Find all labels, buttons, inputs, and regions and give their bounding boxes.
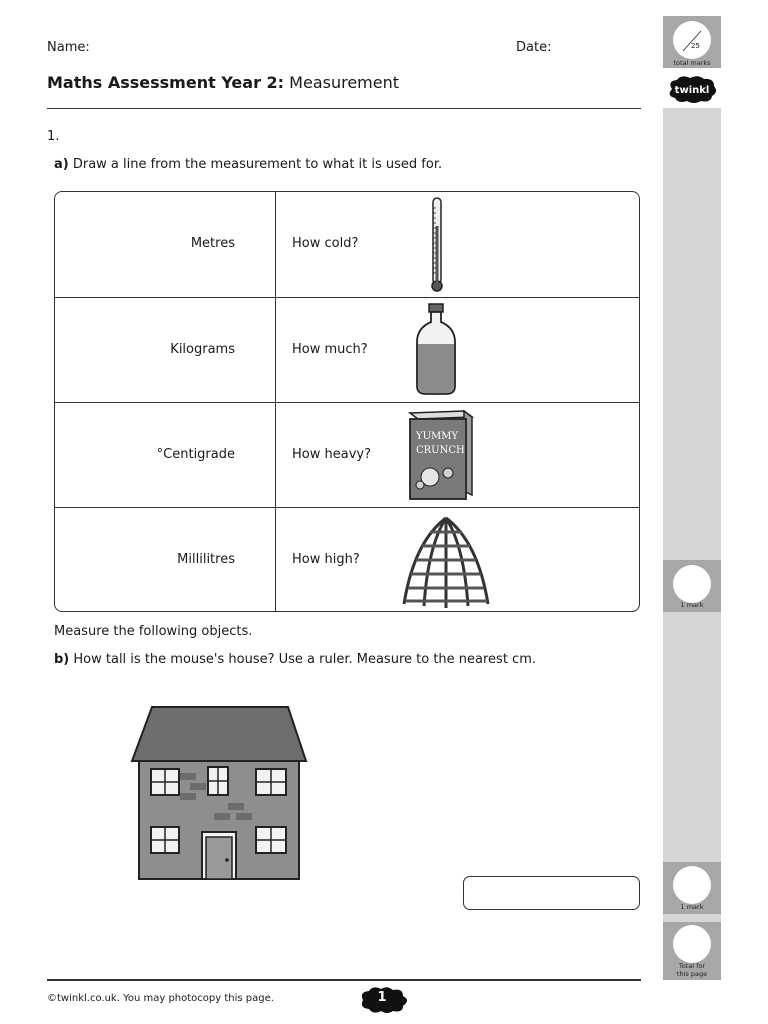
use-label: How cold? xyxy=(292,236,359,251)
sidebar-strip xyxy=(663,612,721,862)
table-row xyxy=(55,192,639,297)
twinkl-logo-icon xyxy=(666,74,718,104)
thermometer-icon xyxy=(400,196,496,293)
table-row xyxy=(55,402,639,507)
marks-sidebar xyxy=(663,16,721,980)
logo-text: twinkl xyxy=(674,85,710,96)
page-total-label-1: Total for xyxy=(678,962,706,970)
house-icon xyxy=(128,705,310,883)
unit-label: Metres xyxy=(190,236,235,251)
cereal-brand-line2: CRUNCH xyxy=(416,445,465,456)
unit-cell xyxy=(55,508,276,612)
part-a-letter: a) xyxy=(54,157,69,172)
page-number: 1 xyxy=(377,990,387,1005)
part-b-letter: b) xyxy=(54,652,70,667)
total-marks-value: 25 xyxy=(691,42,700,50)
header-divider xyxy=(47,108,641,109)
answer-box[interactable] xyxy=(463,876,640,910)
use-label: How heavy? xyxy=(292,447,371,462)
bottle-icon xyxy=(400,302,496,399)
date-label: Date: xyxy=(516,40,552,55)
unit-cell xyxy=(55,298,276,402)
title-bold: Maths Assessment Year 2: xyxy=(47,73,285,92)
question-a-text xyxy=(54,157,442,172)
mark-circle-1[interactable] xyxy=(673,565,711,603)
unit-label: °Centigrade xyxy=(156,447,235,462)
page-total-circle[interactable] xyxy=(673,925,711,963)
table-row xyxy=(55,297,639,402)
part-a-instruction: Draw a line from the measurement to what it is used for. xyxy=(68,157,443,172)
measure-instruction: Measure the following objects. xyxy=(54,624,253,639)
use-label: How high? xyxy=(292,552,360,567)
page-title xyxy=(47,73,399,92)
name-label: Name: xyxy=(47,40,90,55)
question-number: 1. xyxy=(47,129,60,144)
matching-table xyxy=(54,191,640,612)
unit-cell xyxy=(55,192,276,297)
climbing-frame-icon xyxy=(400,512,496,609)
cereal-brand-line1: YUMMY xyxy=(416,431,459,442)
sidebar-strip xyxy=(663,108,721,560)
copyright-text: ©twinkl.co.uk. You may photocopy this page. xyxy=(47,993,274,1004)
unit-label: Kilograms xyxy=(170,342,235,357)
unit-label: Millilitres xyxy=(177,552,235,567)
part-b-instruction: How tall is the mouse's house? Use a ruler. Measure to the nearest cm. xyxy=(69,652,536,667)
mark-label-2: 1 mark xyxy=(680,903,704,911)
total-marks-slash xyxy=(673,21,711,59)
page-total-label-2: this page xyxy=(676,970,708,978)
mark-circle-2[interactable] xyxy=(673,866,711,904)
cereal-box-icon xyxy=(400,407,496,504)
mark-label-1: 1 mark xyxy=(680,601,704,609)
unit-cell xyxy=(55,403,276,507)
use-label: How much? xyxy=(292,342,368,357)
total-marks-label: total marks xyxy=(673,59,711,67)
table-row xyxy=(55,507,639,612)
sidebar-strip xyxy=(663,914,721,922)
footer-divider xyxy=(47,979,641,981)
title-rest: Measurement xyxy=(284,73,400,92)
question-b-text xyxy=(54,652,536,667)
